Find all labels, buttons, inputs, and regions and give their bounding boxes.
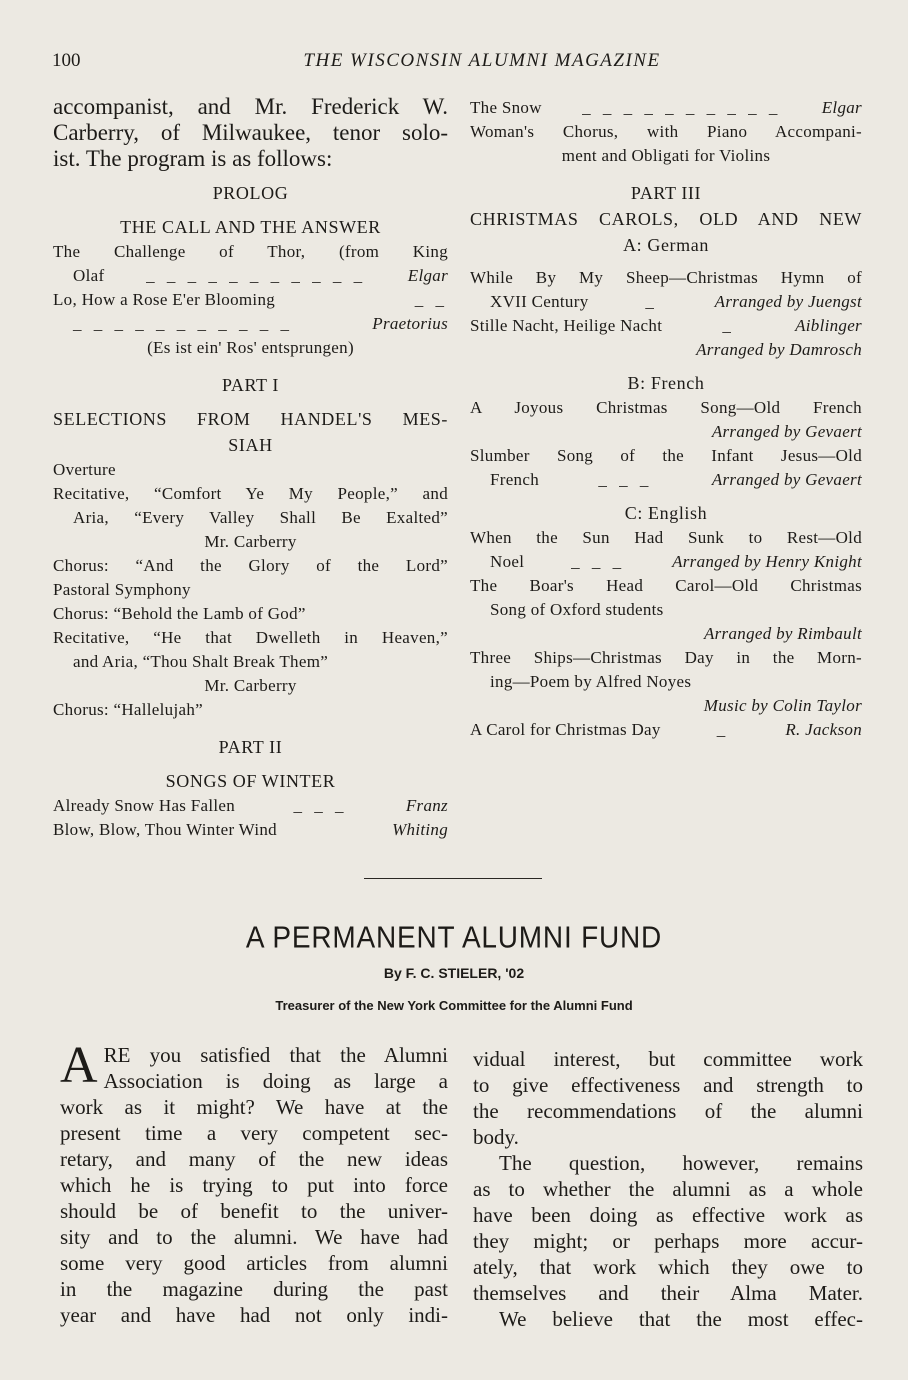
body-line: as to whether the alumni as a whole (473, 1177, 863, 1201)
drop-cap: A (60, 1037, 98, 1094)
program-line (470, 718, 862, 742)
program-line: Chorus: “Hallelujah” (53, 700, 203, 719)
composer-name: Franz (405, 796, 448, 815)
body-line: ately, that work which they owe to (473, 1255, 863, 1279)
part-three-heading: PART III (630, 183, 702, 203)
program-title: Blow, Blow, Thou Winter Wind (53, 820, 277, 839)
program-title: French (490, 470, 540, 489)
body-line: sity and to the alumni. We have had (60, 1225, 448, 1249)
program-title: Already Snow Has Fallen (53, 796, 236, 815)
arranger-line: Arranged by Rimbault (703, 624, 862, 643)
leader-dashes: _ (645, 292, 658, 311)
arranger-name: Arranged by Gevaert (711, 470, 862, 489)
english-subheading: C: English (624, 503, 708, 523)
program-line: The Challenge of Thor, (from King (53, 242, 448, 261)
leader-dashes: _ _ _ _ _ _ _ _ _ _ (582, 98, 782, 117)
body-line: they might; or perhaps more accur- (473, 1229, 863, 1253)
arranger-name: Arranged by Henry Knight (672, 552, 862, 571)
composer-name: R. Jackson (785, 720, 862, 739)
program-title: A Carol for Christmas Day (470, 720, 661, 739)
program-line: and Aria, “Thou Shalt Break Them” (73, 652, 329, 671)
handel-heading: SELECTIONS FROM HANDEL'S MES- (53, 409, 448, 429)
body-line: in the magazine during the past (60, 1277, 448, 1301)
body-line: RE you satisfied that the Alumni (103, 1043, 448, 1067)
leader-dashes: _ _ _ _ _ _ _ _ _ _ _ (73, 314, 293, 333)
intro-line: Carberry, of Milwaukee, tenor solo- (53, 120, 448, 145)
program-line (470, 96, 862, 120)
body-line: body. (473, 1125, 519, 1149)
arranger-line: Music by Colin Taylor (703, 696, 862, 715)
leader-dashes: _ _ (414, 290, 448, 309)
program-title: Stille Nacht, Heilige Nacht (470, 316, 663, 335)
intro-paragraph (53, 94, 448, 172)
composer-name: Whiting (392, 820, 448, 839)
body-line: some very good articles from alumni (60, 1251, 448, 1275)
page-number: 100 (52, 50, 81, 71)
program-line: Slumber Song of the Infant Jesus—Old (470, 446, 862, 465)
body-line: have been doing as effective work as (473, 1203, 863, 1227)
program-line: ment and Obligati for Violins (561, 146, 771, 165)
section-divider (364, 878, 542, 879)
program-line (53, 794, 448, 818)
program-title: The Snow (470, 98, 542, 117)
composer-name: Praetorius (372, 314, 448, 333)
body-line: vidual interest, but committee work (473, 1047, 863, 1071)
program-line (470, 550, 862, 574)
body-line: work as it might? We have at the (60, 1095, 448, 1119)
german-subheading: A: German (623, 235, 709, 255)
program-line (53, 264, 448, 288)
leader-dashes: _ _ _ _ _ _ _ _ _ _ _ (146, 266, 367, 285)
composer-name: Aiblinger (795, 316, 862, 335)
program-line: Song of Oxford students (490, 600, 664, 619)
intro-line: accompanist, and Mr. Frederick W. (53, 94, 448, 119)
leader-dashes: _ (722, 316, 735, 335)
handel-heading: SIAH (228, 435, 273, 455)
program-line: Woman's Chorus, with Piano Accompani- (470, 122, 862, 141)
call-answer-heading: THE CALL AND THE ANSWER (120, 217, 381, 237)
program-line: Recitative, “He that Dwelleth in Heaven,” (53, 628, 448, 647)
carols-heading: CHRISTMAS CAROLS, OLD AND NEW (470, 209, 862, 229)
program-line: While By My Sheep—Christmas Hymn of (470, 268, 862, 287)
body-line: retary, and many of the new ideas (60, 1147, 448, 1171)
program-line: Chorus: “And the Glory of the Lord” (53, 556, 448, 575)
arranger-name: Arranged by Juengst (714, 292, 862, 311)
program-line (470, 290, 862, 314)
program-line: Pastoral Symphony (53, 580, 191, 599)
program-line: (Es ist ein' Ros' entsprungen) (147, 338, 354, 357)
program-line (470, 468, 862, 492)
program-line (53, 288, 448, 312)
body-line: Association is doing as large a (103, 1069, 448, 1093)
songs-winter-heading: SONGS OF WINTER (165, 771, 336, 791)
program-line: Aria, “Every Valley Shall Be Exalted” (73, 508, 448, 527)
body-line: present time a very competent sec- (60, 1121, 448, 1145)
program-title: Olaf (73, 266, 105, 285)
program-line: A Joyous Christmas Song—Old French (470, 398, 862, 417)
part-one-heading: PART I (221, 375, 280, 395)
program-line: Chorus: “Behold the Lamb of God” (53, 604, 306, 623)
body-line: which he is trying to put into force (60, 1173, 448, 1197)
article-subtitle: Treasurer of the New York Committee for the Alumni Fund (275, 998, 633, 1013)
french-subheading: B: French (627, 373, 705, 393)
program-title: Lo, How a Rose E'er Blooming (53, 290, 276, 309)
composer-name: Elgar (407, 266, 448, 285)
part-two-heading: PART II (218, 737, 283, 757)
leader-dashes: _ (716, 720, 730, 739)
arranger-line: Arranged by Damrosch (696, 340, 862, 359)
body-line: We believe that the most effec- (499, 1307, 863, 1331)
arranger-line: Arranged by Gevaert (711, 422, 862, 441)
program-line: Three Ships—Christmas Day in the Morn- (470, 648, 862, 667)
body-line: The question, however, remains (499, 1151, 863, 1175)
composer-name: Elgar (821, 98, 862, 117)
leader-dashes: _ _ _ (293, 796, 348, 815)
article-body-left (60, 1037, 448, 1328)
program-right-column (470, 96, 862, 742)
performer-line: Mr. Carberry (204, 532, 297, 551)
journal-title: THE WISCONSIN ALUMNI MAGAZINE (303, 50, 661, 71)
program-title: XVII Century (490, 292, 589, 311)
body-line: the recommendations of the alumni (473, 1099, 863, 1123)
article-title: A PERMANENT ALUMNI FUND (245, 920, 663, 955)
article-body-right (473, 1046, 863, 1332)
intro-line: ist. The program is as follows: (53, 146, 333, 171)
program-line (53, 312, 448, 336)
program-line (53, 818, 448, 842)
prolog-heading: PROLOG (212, 183, 289, 203)
program-line: When the Sun Had Sunk to Rest—Old (470, 528, 862, 547)
program-line: Recitative, “Comfort Ye My People,” and (53, 484, 448, 503)
leader-dashes: _ _ _ (598, 470, 653, 489)
body-line: year and have had not only indi- (60, 1303, 448, 1327)
body-line: to give effectiveness and strength to (473, 1073, 863, 1097)
program-line: Overture (53, 460, 116, 479)
article-byline: By F. C. STIELER, '02 (383, 965, 525, 981)
running-head (52, 50, 872, 78)
program-line: ing—Poem by Alfred Noyes (490, 672, 692, 691)
body-line: should be of benefit to the univer- (60, 1199, 448, 1223)
body-line: themselves and their Alma Mater. (473, 1281, 863, 1305)
performer-line: Mr. Carberry (204, 676, 297, 695)
program-line: The Boar's Head Carol—Old Christmas (470, 576, 862, 595)
program-title: Noel (490, 552, 525, 571)
program-line (470, 314, 862, 338)
program-left-column (53, 94, 448, 842)
leader-dashes: _ _ _ (571, 552, 626, 571)
